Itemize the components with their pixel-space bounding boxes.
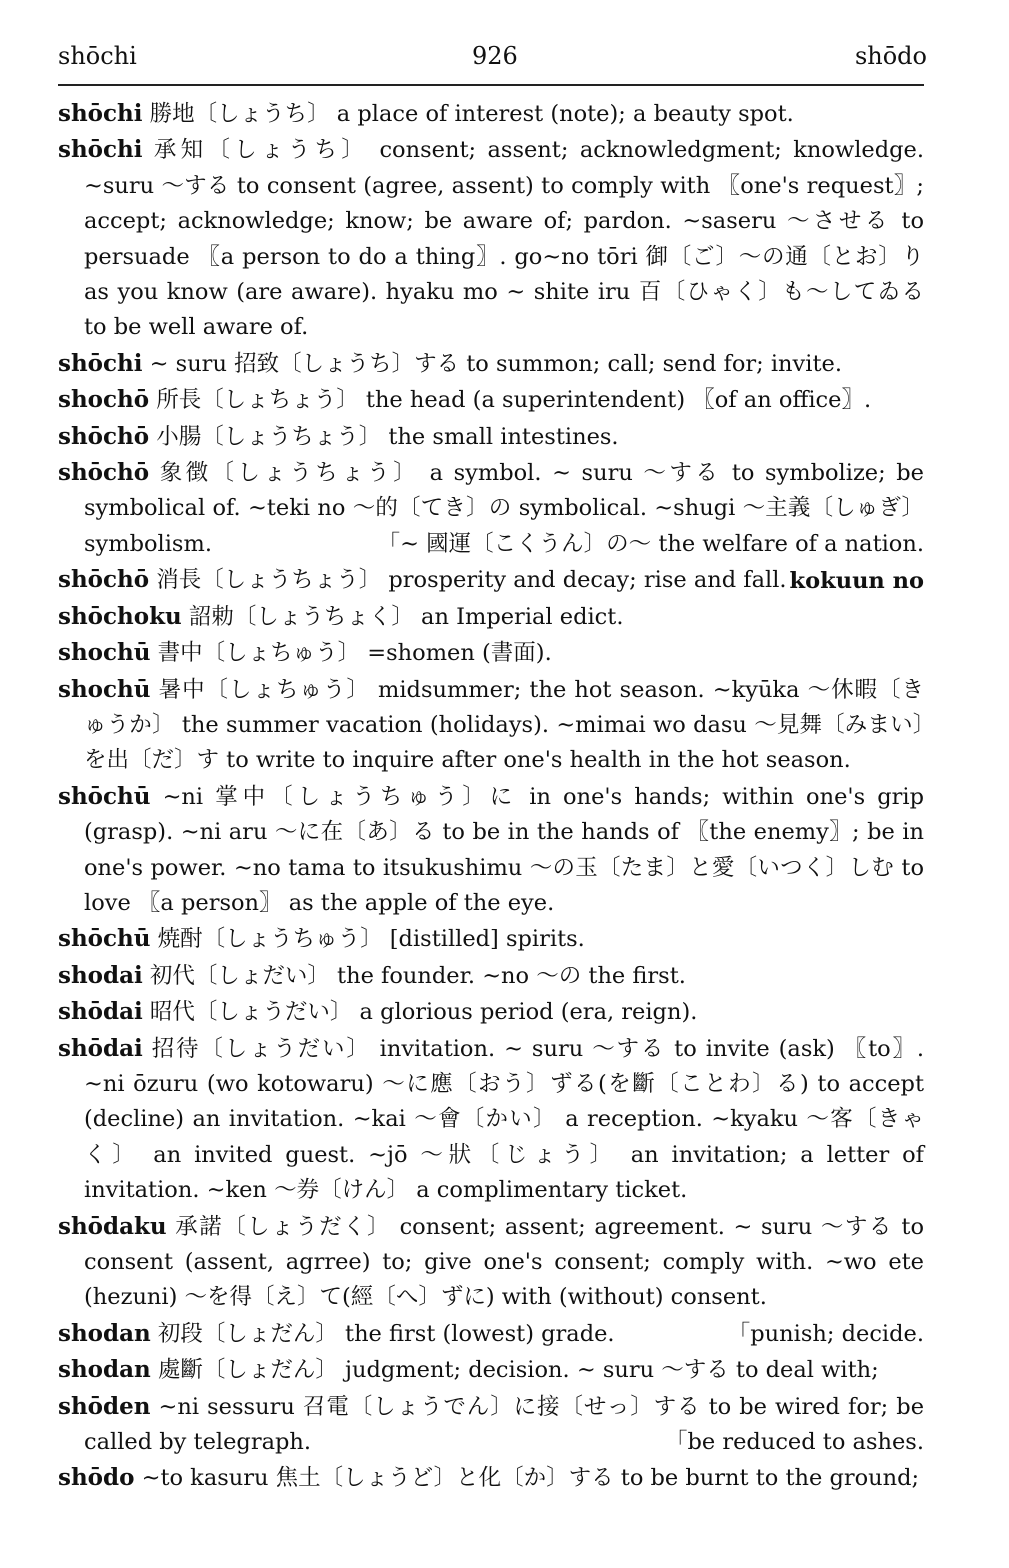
headword: shōchū <box>58 925 151 953</box>
headword: shochū <box>58 639 151 667</box>
dictionary-entry <box>58 1209 924 1316</box>
definition: ~ni sessuru 召電〔しょうでん〕に接〔せっ〕する to be wired for; be called by telegraph. <box>84 1393 925 1456</box>
definition: 勝地〔しょうち〕 a place of interest (note); a beauty spot. <box>149 101 794 127</box>
definition: 小腸〔しょうちょう〕 the small intestines. <box>156 423 619 450</box>
dictionary-entry <box>58 1031 924 1209</box>
definition: 詔勅〔しょうちょく〕 an Imperial edict. <box>188 603 624 630</box>
headword: shochū <box>58 675 151 703</box>
headword: shōchi <box>58 100 143 127</box>
headword: shōdaku <box>58 1212 167 1240</box>
headword: shōchi <box>58 349 143 377</box>
dictionary-entry <box>58 1460 924 1496</box>
dictionary-entry <box>58 672 924 779</box>
definition: 象徴〔しょうちょう〕 a symbol. ~ suru ～する to symbolize; be symbolical of. ~teki no ～的〔てき〕の symbolical. ~shugi ～主義〔しゅぎ〕 symbolism. <box>84 460 924 557</box>
dictionary-entry <box>58 132 924 345</box>
definition: 暑中〔しょちゅう〕 midsummer; the hot season. ~kyūka ～休暇〔きゅうか〕 the summer vacation (holidays). ~mimai wo dasu ～見舞〔みまい〕を出〔だ〕す to write to inquire after one's health in the hot season. <box>84 676 925 774</box>
definition: 承知〔しょうち〕 consent; assent; acknowledgment; knowledge. ~suru ～する to consent (agree, assent) to comply with 〖one's request〗; accept; acknowledge; know; be aware of; pardon. ~saseru ～させる to persuade 〖a person to do a thing〗. go~no tōri 御〔ご〕～の通〔とお〕り as you know (are aware). hyaku mo ~ shite iru 百〔ひゃく〕も～してゐる to be well aware of. <box>84 137 924 341</box>
running-head-left: shōchi <box>58 42 137 70</box>
headword: shōdo <box>58 1464 135 1492</box>
definition: 招待〔しょうだい〕 invitation. ~ suru ～する to invite (ask) 〖to〗. ~ni ōzuru (wo kotowaru) ～に應〔おう〕ずる(を斷〔ことわ〕る) to accept (decline) an invitation. ~kai ～會〔かい〕 a reception. ~kyaku ～客〔きゃく〕 an invited guest. ~jō ～狀〔じょう〕 an invitation; a letter of invitation. ~ken ～券〔けん〕 a complimentary ticket. <box>84 1035 924 1204</box>
definition: ~ suru 招致〔しょうち〕する to summon; call; send for; invite. <box>149 350 842 377</box>
headword: shodai <box>58 961 143 989</box>
definition: 初段〔しょだん〕 the first (lowest) grade. <box>157 1320 615 1347</box>
headword: shōchi <box>58 136 143 164</box>
definition: ~to kasuru 焦土〔しょうど〕と化〔か〕する to be burnt to the ground; <box>141 1465 920 1492</box>
definition: 承諾〔しょうだく〕 consent; assent; agreement. ~ suru ～する to consent (assent, agrree) to; give one's consent; comply with. ~wo ete (hezuni) ～を得〔え〕て(經〔へ〕ずに) with (without) consent. <box>84 1213 924 1311</box>
headword: shōchoku <box>58 602 182 630</box>
dictionary-entry <box>58 921 924 957</box>
headword: shodan <box>58 1356 151 1384</box>
dictionary-entry <box>58 779 924 922</box>
headword: shōchō <box>58 459 150 487</box>
headword: shochō <box>58 386 150 414</box>
headword: shodan <box>58 1319 151 1347</box>
dictionary-entry <box>58 382 924 418</box>
definition: ~ni 掌中〔しょうちゅう〕に in one's hands; within one's grip (grasp). ~ni aru ～に在〔あ〕る to be in the hands of 〖the enemy〗; be in one's power. ~no tama to itsukushimu ～の玉〔たま〕と愛〔いつく〕しむ to love 〖a person〗 as the apple of the eye. <box>84 783 924 916</box>
page-number: 926 <box>472 42 518 70</box>
dictionary-entry <box>58 994 924 1030</box>
definition: 書中〔しょちゅう〕 =shomen (書面). <box>157 640 552 667</box>
definition: 初代〔しょだい〕 the founder. ~no ～の the first. <box>149 962 686 989</box>
headword: shōden <box>58 1392 151 1420</box>
definition: 焼酎〔しょうちゅう〕 [distilled] spirits. <box>157 926 585 953</box>
definition: 消長〔しょうちょう〕 prosperity and decay; rise and fall. <box>156 567 787 594</box>
headword: shōchō <box>58 422 150 450</box>
dictionary-entry <box>58 635 924 671</box>
dictionary-entry <box>58 1352 924 1388</box>
headword: shōchō <box>58 566 150 594</box>
dictionary-entry <box>58 96 924 132</box>
definition: 所長〔しょちょう〕 the head (a superintendent) 〖of an office〗. <box>156 387 872 414</box>
dictionary-entry <box>58 958 924 994</box>
headword: shōdai <box>58 1034 143 1062</box>
definition: 昭代〔しょうだい〕 a glorious period (era, reign). <box>149 999 698 1026</box>
definition: 處斷〔しょだん〕 judgment; decision. ~ suru ～する to deal with; <box>157 1357 879 1384</box>
header-rule <box>58 84 924 86</box>
entry-list: shōchi 勝地〔しょうち〕 a place of interest (note); a beauty spot. shōchi 承知〔しょうち〕 consent; assent; acknowledgment; knowledge. ~suru ～する to consent (agree, assent) to comply with 〖one's request〗; accept; acknowledge; know; be aware of; pardon. ~saseru ～させる to persuade 〖a person to do a thing〗. go~no tōri 御〔ご〕～の通〔とお〕り as you know (are aware). hyaku mo ~ shite iru 百〔ひゃく〕も～してゐる to be well aware of. shōchi ~ suru 招致〔しょうち〕する to summon; call; send for; invite. shochō 所長〔しょちょう〕 the head (a superintendent) 〖of an office〗. shōchō 小腸〔しょうちょう〕 the small intestines. shōchō 象徴〔しょうちょう〕 a symbol. ~ suru ～する to symbolize; be symbolical of. ~teki no ～的〔てき〕の symbolical. ~shugi ～主義〔しゅぎ〕 symbolism. 「~ 國運〔こくうん〕の～ the welfare of a nation. shōchō 消長〔しょうちょう〕 prosperity and decay; rise and fall. kokuun no shōchoku 詔勅〔しょうちょく〕 an Imperial edict. shochū 書中〔しょちゅう〕 =shomen (書面). shochū 暑中〔しょちゅう〕 midsummer; the hot season. ~kyūka ～休暇〔きゅうか〕 the summer vacation (holidays). ~mimai wo dasu ～見舞〔みまい〕を出〔だ〕す to write to inquire after one's health in the hot season. shōchū ~ni 掌中〔しょうちゅう〕に in one's hands; within one's grip (grasp). ~ni aru ～に在〔あ〕る to be in the hands of 〖the enemy〗; be in one's power. ~no tama to itsukushimu ～の玉〔たま〕と愛〔いつく〕しむ to love 〖a person〗 as the apple of the eye. shōchū 焼酎〔しょうちゅう〕 [distilled] spirits. shodai 初代〔しょだい〕 the founder. ~no ～の the first. shōdai 昭代〔しょうだい〕 a glorious period (era, reign). shōdai 招待〔しょうだい〕 invitation. ~ suru ～する to invite (ask) 〖to〗. ~ni ōzuru (wo kotowaru) ～に應〔おう〕ずる(を斷〔ことわ〕る) to accept (decline) an invitation. ~kai ～會〔かい〕 a reception. ~kyaku ～客〔きゃく〕 an invited guest. ~jō ～狀〔じょう〕 an invitation; a letter of invitation. ~ken ～券〔けん〕 a complimentary ticket. shōdaku 承諾〔しょうだく〕 consent; assent; agreement. ~ suru ～する to consent (assent, agrree) to; give one's consent; comply with. ~wo ete (hezuni) ～を得〔え〕て(經〔へ〕ずに) with (without) consent. shodan 初段〔しょだん〕 the first (lowest) grade. 「punish; decide. shodan 處斷〔しょだん〕 judgment; decision. ~ suru ～する to deal with; shōden ~ni sessuru 召電〔しょうでん〕に接〔せっ〕する to be wired for; be called by telegraph. 「be reduced to ashes. shōdo ~to kasuru 焦土〔しょうど〕と化〔か〕する to be burnt to the ground; <box>58 96 924 1497</box>
dictionary-entry <box>58 599 924 635</box>
headword: shōchū <box>58 782 151 810</box>
dictionary-entry <box>58 419 924 455</box>
headword: shōdai <box>58 998 143 1026</box>
dictionary-entry <box>58 346 924 382</box>
running-head-right: shōdo <box>854 42 927 70</box>
